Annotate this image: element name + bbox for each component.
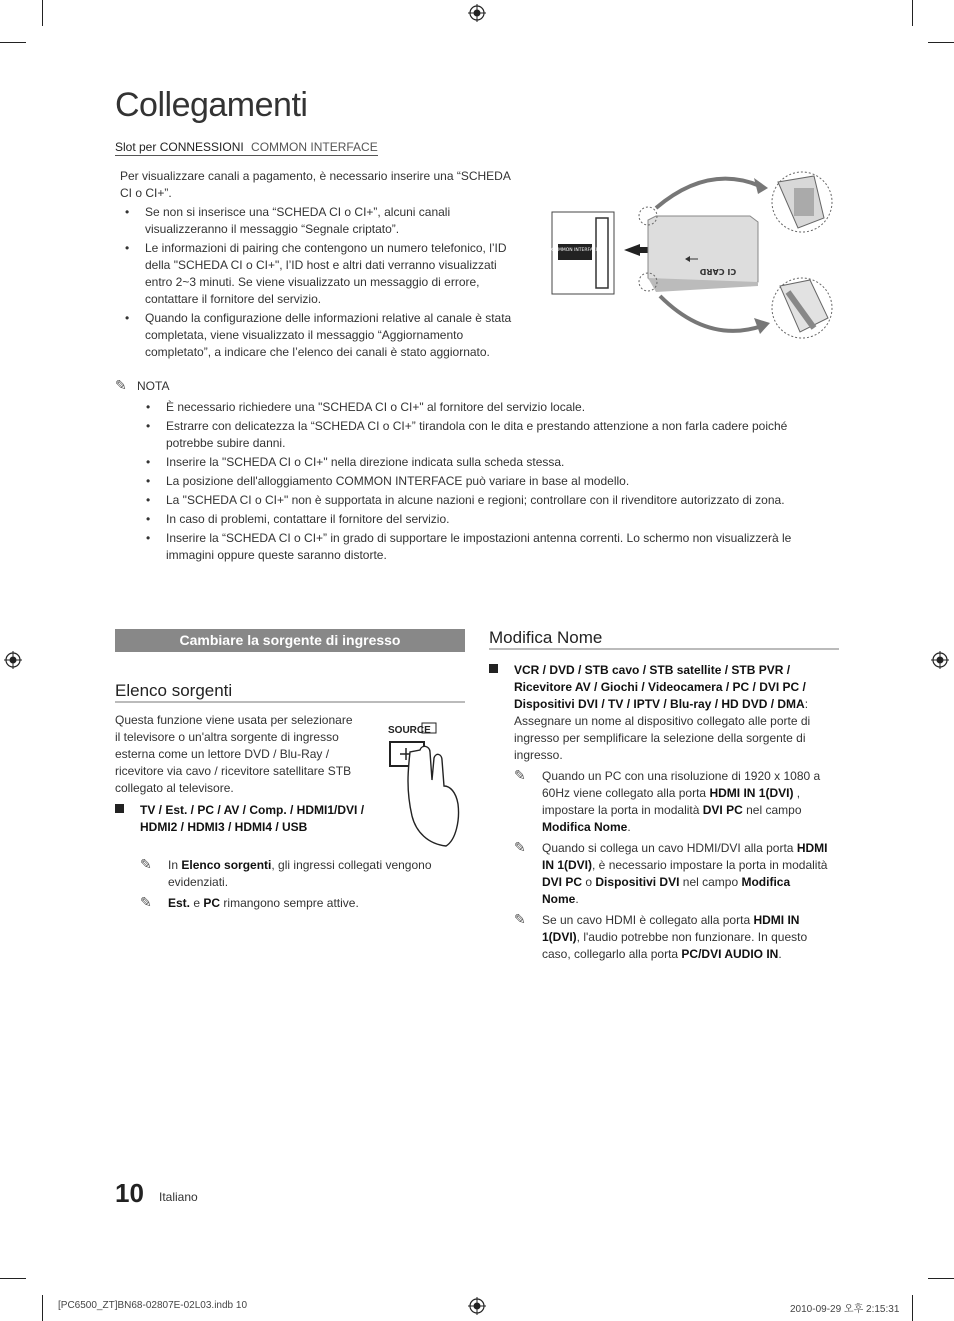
crop-mark [912, 0, 913, 26]
crop-mark [42, 1295, 43, 1321]
page-language: Italiano [159, 1190, 198, 1204]
list-item: • Inserire la “SCHEDA CI o CI+” in grado di supportare le impostazioni antenna correnti. Lo schermo non visualizzerà le immagini oppure queste saranno distorte. [146, 531, 792, 562]
list-item: • Le informazioni di pairing che contengono un numero telefonico, l’ID della "SCHEDA CI o CI+", l’ID host e altri dati verranno visualizzati entro 2~3 minuti. Se viene visualizzato un messaggio di errore, contattare il fornitore del servizio. [125, 241, 507, 306]
section-bar: Cambiare la sorgente di ingresso [115, 629, 465, 652]
pencil-icon: ✎ [140, 894, 152, 910]
list-item: • Inserire la "SCHEDA CI o CI+" nella direzione indicata sulla scheda stessa. [146, 455, 565, 469]
registration-mark-icon [468, 4, 486, 22]
square-bullet-icon [489, 664, 498, 673]
pencil-icon: ✎ [140, 856, 152, 872]
page-number: 10 [115, 1178, 144, 1208]
list-item: • Quando la configurazione delle informazioni relative al canale è stata completata, viene visualizzato il messaggio “Aggiornamento completato”, a indicare che l’elenco dei canali è stato aggiornato. [125, 311, 512, 359]
crop-mark [912, 1295, 913, 1321]
registration-mark-icon [468, 1297, 486, 1315]
crop-mark [0, 42, 26, 43]
slot-heading-label: Slot per CONNESSIONI [115, 140, 244, 154]
note-elenco-2: ✎ Est. e PC rimangono sempre attive. [140, 894, 359, 910]
page-title: Collegamenti [115, 86, 308, 124]
remote-source-label: SOURCE [388, 725, 431, 736]
registration-mark-icon [931, 651, 949, 669]
elenco-item: TV / Est. / PC / AV / Comp. / HDMI1/DVI / HDMI2 / HDMI3 / HDMI4 / USB [115, 802, 375, 836]
port-label: COMMON INTERFACE [551, 248, 599, 253]
registration-mark-icon [4, 651, 22, 669]
list-item: • La "SCHEDA CI o CI+" non è supportata in alcune nazioni e regioni; controllare con il rivenditore autorizzato di zona. [146, 493, 785, 507]
note-elenco-1: ✎ In Elenco sorgenti, gli ingressi collegati vengono evidenziati. [140, 856, 432, 889]
slot-heading [115, 140, 378, 156]
square-bullet-icon [115, 804, 124, 813]
pencil-icon: ✎ [115, 377, 127, 393]
elenco-notes [140, 857, 460, 912]
modifica-content [489, 662, 829, 963]
crop-mark [928, 42, 954, 43]
pencil-icon: ✎ [514, 839, 526, 855]
note-modifica-1: ✎ Quando un PC con una risoluzione di 1920 x 1080 a 60Hz viene collegato alla porta HDMI IN 1(DVI) , impostare la porta in modalità DVI PC nel campo Modifica Nome. [514, 767, 821, 834]
list-item: • La posizione dell'alloggiamento COMMON INTERFACE può variare in base al modello. [146, 474, 630, 488]
crop-mark [42, 0, 43, 26]
intro-text: Per visualizzare canali a pagamento, è necessario inserire una “SCHEDA CI o CI+”. [120, 169, 511, 200]
list-item: • In caso di problemi, contattare il fornitore del servizio. [146, 512, 450, 526]
intro-bullets [120, 204, 520, 361]
pencil-icon: ✎ [514, 911, 526, 927]
section-title-modifica: Modifica Nome [489, 628, 839, 650]
intro-block [120, 168, 520, 363]
card-label: CI CARD [699, 267, 737, 276]
ci-card-diagram [548, 168, 838, 344]
crop-mark [0, 1278, 26, 1279]
crop-mark [928, 1278, 954, 1279]
pencil-icon: ✎ [514, 767, 526, 783]
nota-block [115, 377, 815, 566]
modifica-item: VCR / DVD / STB cavo / STB satellite / STB PVR / Ricevitore AV / Giochi / Videocamera / PC / DVI PC / Dispositivi DVI / TV / IPTV / Blu-ray / HD DVD / DMA: Assegnare un nome al dispositivo collegato alle porte di ingresso per semplificare la selezione della sorgente di ingresso. [489, 662, 829, 764]
elenco-description: Questa funzione viene usata per selezionare il televisore o un'altra sorgente di ingresso esterna come un lettore DVD / Blu-Ray / ricevitore via cavo / ricevitore satellitare STB collegato al televisore. [115, 713, 353, 795]
note-modifica-2: ✎ Quando si collega un cavo HDMI/DVI alla porta HDMI IN 1(DVI), è necessario impostare la porta in modalità DVI PC o Dispositivi DVI nel campo Modifica Nome. [514, 839, 828, 906]
section-title-elenco: Elenco sorgenti [115, 681, 465, 703]
footer-date: 2010-09-29 오후 2:15:31 [790, 1304, 900, 1315]
nota-list [141, 399, 815, 564]
footer-file: [PC6500_ZT]BN68-02807E-02L03.indb 10 [58, 1300, 248, 1311]
nota-heading: ✎ NOTA [115, 377, 170, 393]
list-item: • È necessario richiedere una "SCHEDA CI o CI+" al fornitore del servizio locale. [146, 400, 586, 414]
note-modifica-3: ✎ Se un cavo HDMI è collegato alla porta HDMI IN 1(DVI), l'audio potrebbe non funzionare. In questo caso, collegarlo alla porta PC/DVI AUDIO IN. [514, 911, 808, 961]
remote-hand-icon [386, 720, 466, 850]
list-item: • Estrarre con delicatezza la “SCHEDA CI o CI+” tirandola con le dita e prestando attenzione a non farla cadere poiché potrebbe subire danni. [146, 419, 788, 450]
slot-heading-accent: COMMON INTERFACE [251, 140, 378, 154]
list-item: • Se non si inserisce una “SCHEDA CI o CI+”, alcuni canali visualizzeranno il messaggio “Segnale criptato”. [125, 205, 451, 236]
